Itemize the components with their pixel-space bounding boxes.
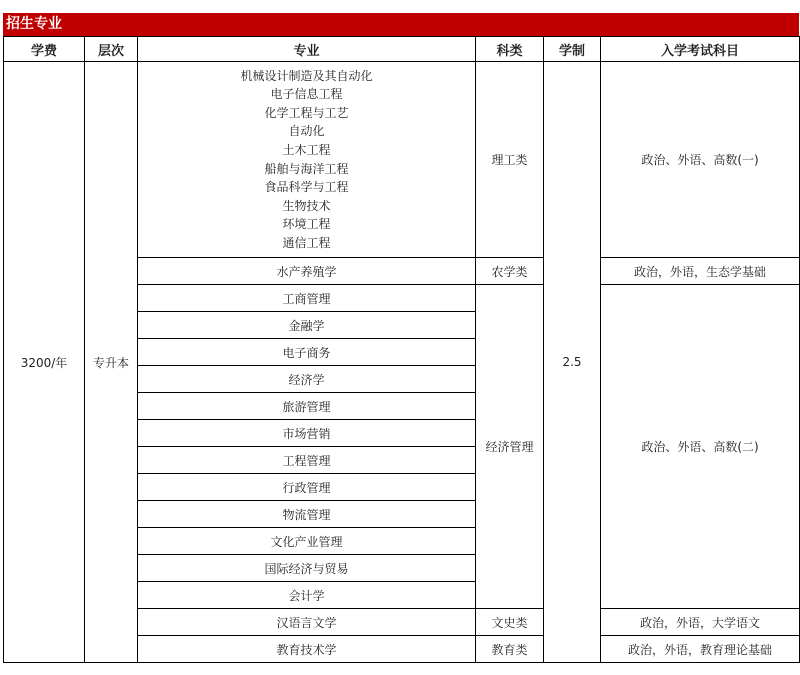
major-item: 自动化 [288,124,325,139]
category-literature: 文史类 [476,609,544,636]
duration-cell: 2.5 [544,62,601,663]
table-row [4,62,800,258]
major-item: 船舶与海洋工程 [264,161,349,176]
header-duration: 学制 [544,37,601,62]
major-item: 通信工程 [282,235,331,250]
engineering-majors-cell [138,62,476,258]
major-item: 水产养殖学 [138,258,476,285]
section-title: 招生专业 [3,13,799,36]
header-category: 科类 [476,37,544,62]
exam-engineering: 政治、外语、高数(一) [601,62,800,258]
major-item: 经济学 [138,366,476,393]
major-item: 生物技术 [282,198,331,213]
major-item: 食品科学与工程 [264,180,349,195]
exam-literature: 政治，外语，大学语文 [601,609,800,636]
major-item: 化学工程与工艺 [264,105,349,120]
major-item: 土木工程 [282,142,331,157]
major-item: 市场营销 [138,420,476,447]
major-item: 工程管理 [138,447,476,474]
exam-economics: 政治、外语、高数(二) [601,285,800,609]
major-item: 教育技术学 [138,636,476,663]
header-level: 层次 [85,37,138,62]
category-education: 教育类 [476,636,544,663]
table-header-row [4,37,800,62]
admissions-section [3,13,799,663]
major-item: 旅游管理 [138,393,476,420]
category-agriculture: 农学类 [476,258,544,285]
major-item: 机械设计制造及其自动化 [240,68,373,83]
major-item: 电子商务 [138,339,476,366]
header-fee: 学费 [4,37,85,62]
exam-agriculture: 政治，外语，生态学基础 [601,258,800,285]
major-item: 会计学 [138,582,476,609]
header-major: 专业 [138,37,476,62]
major-item: 物流管理 [138,501,476,528]
majors-table [3,36,800,663]
major-item: 工商管理 [138,285,476,312]
header-exam: 入学考试科目 [601,37,800,62]
major-item: 环境工程 [282,217,331,232]
major-item: 行政管理 [138,474,476,501]
major-item: 国际经济与贸易 [138,555,476,582]
fee-cell: 3200/年 [4,62,85,663]
major-item: 金融学 [138,312,476,339]
exam-education: 政治，外语，教育理论基础 [601,636,800,663]
major-item: 电子信息工程 [270,87,343,102]
major-item: 文化产业管理 [138,528,476,555]
major-item: 汉语言文学 [138,609,476,636]
category-engineering: 理工类 [476,62,544,258]
category-economics: 经济管理 [476,285,544,609]
level-cell: 专升本 [85,62,138,663]
